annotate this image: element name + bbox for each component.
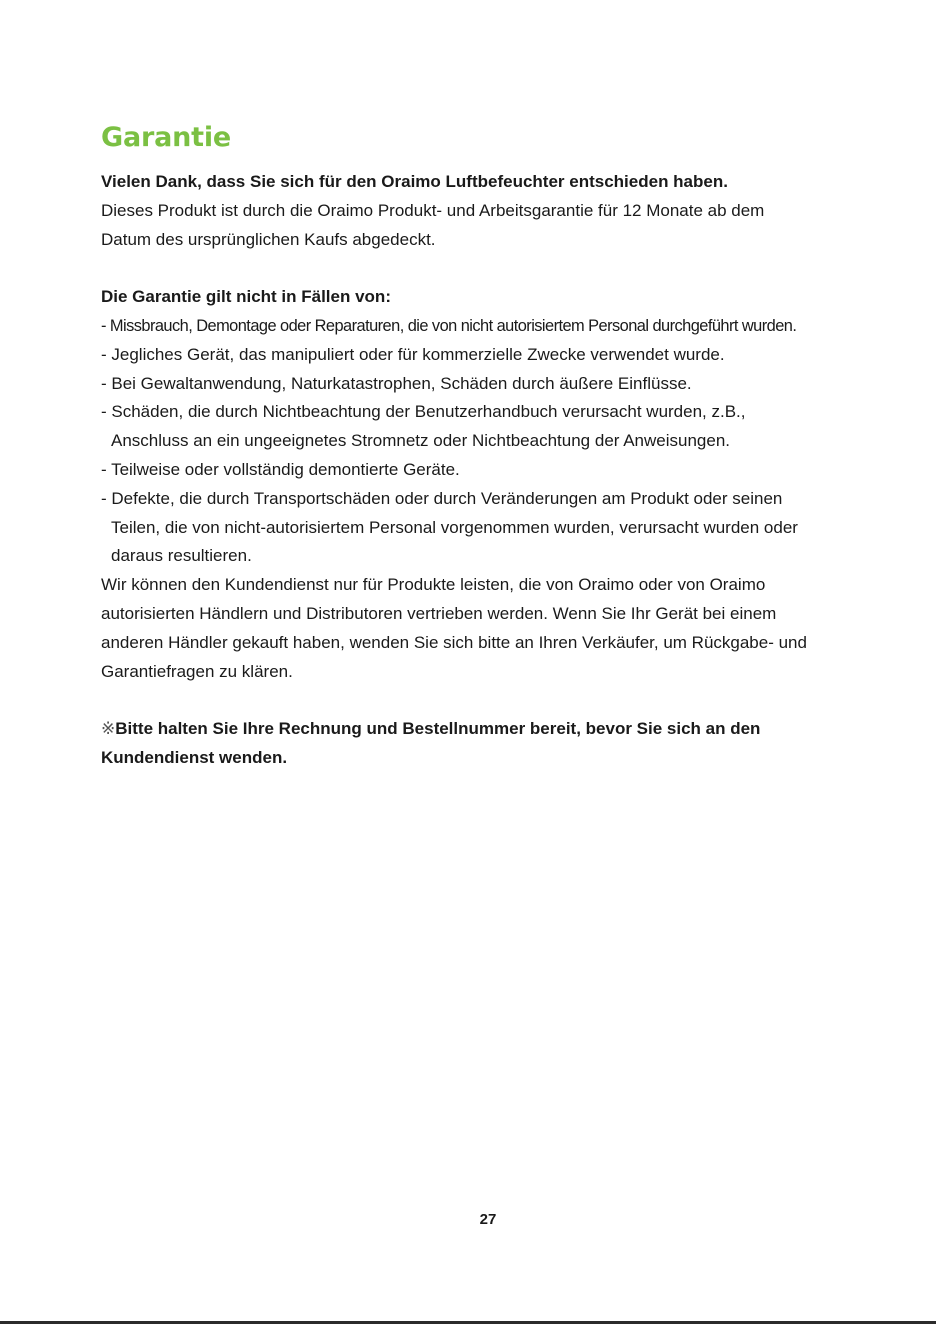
exclusion-item: - Schäden, die durch Nichtbeachtung der Benutzerhandbuch verursacht wurden, z.B.,: [101, 402, 746, 422]
page-title: Garantie: [101, 122, 232, 153]
exclusions-heading: Die Garantie gilt nicht in Fällen von:: [101, 287, 391, 307]
notice-line: [101, 715, 901, 744]
intro-line: Dieses Produkt ist durch die Oraimo Produkt- und Arbeitsgarantie für 12 Monate ab dem: [101, 200, 765, 220]
exclusion-item-continuation: daraus resultieren.: [111, 546, 252, 566]
service-line: anderen Händler gekauft haben, wenden Sie sich bitte an Ihren Verkäufer, um Rückgabe- und: [101, 632, 807, 652]
exclusion-item-continuation: Anschluss an ein ungeeignetes Stromnetz oder Nichtbeachtung der Anweisungen.: [111, 431, 731, 451]
notice-text: Bitte halten Sie Ihre Rechnung und Bestellnummer bereit, bevor Sie sich an den: [115, 719, 761, 739]
service-line: autorisierten Händlern und Distributoren vertrieben werden. Wenn Sie Ihr Gerät bei einem: [101, 603, 777, 623]
warranty-page: [101, 118, 901, 773]
intro-line: Datum des ursprünglichen Kaufs abgedeckt.: [101, 229, 436, 249]
exclusion-item-continuation: Teilen, die von nicht-autorisiertem Personal vorgenommen wurden, verursacht wurden oder: [111, 517, 798, 537]
exclusion-item: - Jegliches Gerät, das manipuliert oder für kommerzielle Zwecke verwendet wurde.: [101, 344, 725, 364]
service-line: Garantiefragen zu klären.: [101, 661, 293, 681]
paragraph-gap: [101, 686, 901, 715]
intro-heading: Vielen Dank, dass Sie sich für den Oraimo Luftbefeuchter entschieden haben.: [101, 172, 728, 191]
notice-line: Kundendienst wenden.: [101, 747, 288, 767]
reference-mark-icon: ※: [101, 719, 116, 739]
exclusion-item: - Defekte, die durch Transportschäden oder durch Veränderungen am Produkt oder seinen: [101, 488, 783, 508]
paragraph-gap: [101, 254, 901, 283]
service-line: Wir können den Kundendienst nur für Produkte leisten, die von Oraimo oder von Oraimo: [101, 575, 766, 595]
exclusion-item: - Bei Gewaltanwendung, Naturkatastrophen, Schäden durch äußere Einflüsse.: [101, 373, 692, 393]
exclusion-item: - Missbrauch, Demontage oder Reparaturen, die von nicht autorisiertem Personal durchgeführt wurden.: [101, 316, 797, 335]
page-number: 27: [479, 1211, 497, 1228]
exclusion-item: - Teilweise oder vollständig demontierte Geräte.: [101, 459, 460, 479]
